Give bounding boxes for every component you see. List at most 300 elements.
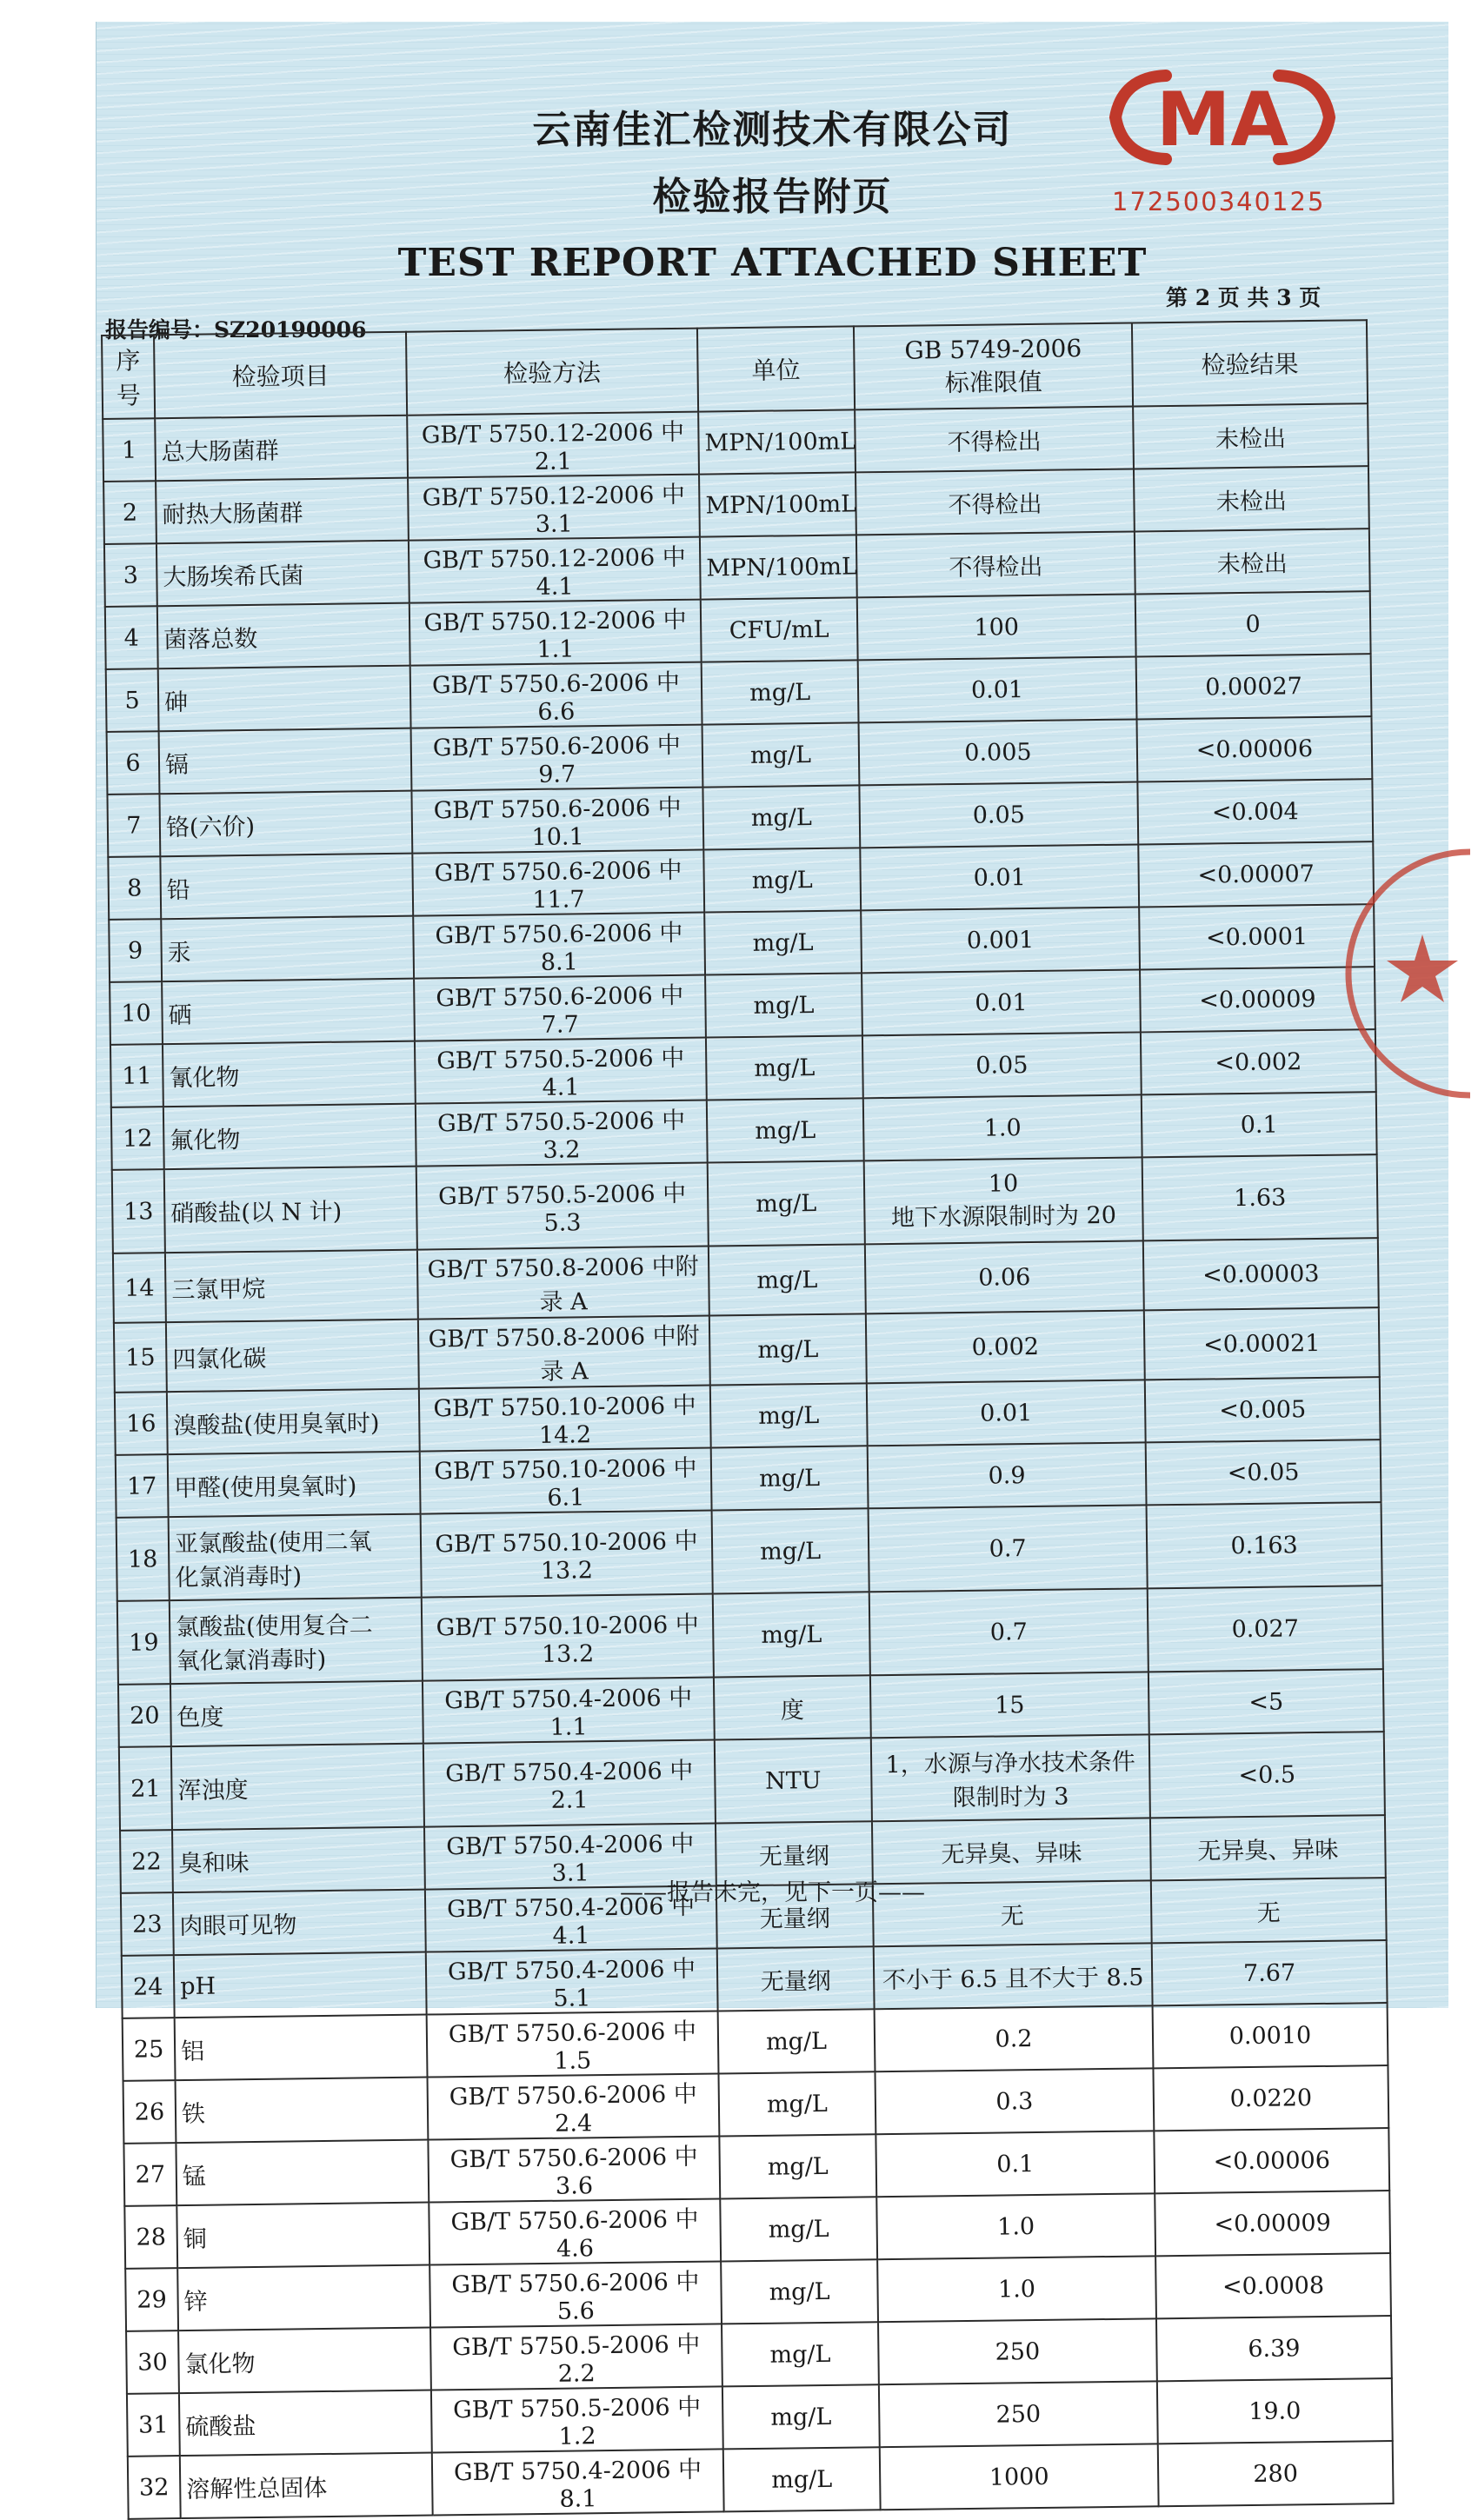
table-row <box>112 1154 1378 1253</box>
row-limit <box>864 1157 1143 1244</box>
row-no <box>125 2268 178 2331</box>
row-method <box>409 537 701 603</box>
row-method <box>431 2386 723 2452</box>
row-no-text: 30 <box>137 2348 168 2377</box>
row-limit-text: 0.7 <box>989 1534 1027 1563</box>
row-result-text: <0.00009 <box>1199 985 1316 1014</box>
row-limit-text: 0.9 <box>988 1461 1026 1490</box>
row-item-text: 三氯甲烷 <box>171 1275 266 1304</box>
row-no <box>117 1517 170 1601</box>
row-limit <box>856 531 1135 597</box>
header-limit-line2: 标准限值 <box>944 367 1042 397</box>
row-result <box>1135 591 1371 656</box>
row-unit <box>720 2197 877 2261</box>
row-unit-text: mg/L <box>769 2340 831 2369</box>
table-row <box>119 1732 1385 1831</box>
row-method <box>423 1678 715 1744</box>
row-item-text: 耐热大肠菌群 <box>162 499 303 529</box>
row-method-text: GB/T 5750.8-2006 中附录 A <box>428 1322 700 1386</box>
row-limit-text: 无异臭、异味 <box>941 1838 1082 1868</box>
row-result-text: 未检出 <box>1216 549 1288 578</box>
row-method-text: GB/T 5750.6-2006 中 9.7 <box>432 731 682 788</box>
row-no-text: 4 <box>123 623 140 652</box>
row-item <box>170 1598 423 1685</box>
row-item <box>176 2140 429 2206</box>
row-result <box>1156 2316 1392 2381</box>
row-result <box>1143 1238 1379 1310</box>
row-no <box>111 1107 164 1170</box>
row-unit-text: mg/L <box>756 1266 818 1294</box>
row-method <box>415 1038 707 1104</box>
row-result-text: <0.00006 <box>1213 2146 1331 2176</box>
row-no-text: 22 <box>131 1847 162 1876</box>
row-item-text: 铅 <box>166 876 191 904</box>
row-no-text: 5 <box>124 686 140 715</box>
row-method-text: GB/T 5750.4-2006 中 4.1 <box>446 1892 696 1950</box>
header-item: 检验项目 <box>154 332 407 419</box>
report-sheet <box>96 22 1448 2513</box>
row-unit <box>722 2384 880 2449</box>
row-method-text: GB/T 5750.4-2006 中 3.1 <box>446 1830 695 1887</box>
row-no <box>115 1392 168 1455</box>
row-unit-text: mg/L <box>751 866 813 894</box>
row-item <box>155 416 408 482</box>
row-unit <box>722 2322 879 2386</box>
row-item <box>156 478 409 544</box>
row-method-text: GB/T 5750.4-2006 中 8.1 <box>453 2456 702 2513</box>
row-unit-text: CFU/mL <box>729 615 829 644</box>
row-item-text: 硒 <box>168 1001 192 1029</box>
row-limit <box>865 1240 1144 1313</box>
row-no <box>128 2456 181 2519</box>
row-item-text: 硫酸盐 <box>185 2412 256 2441</box>
row-unit <box>719 2134 876 2198</box>
row-method-text: GB/T 5750.5-2006 中 2.2 <box>452 2331 701 2388</box>
row-limit <box>856 469 1135 535</box>
row-limit <box>858 656 1137 722</box>
row-item <box>179 2390 432 2457</box>
row-result <box>1157 2378 1393 2444</box>
row-method <box>429 2261 722 2327</box>
row-unit <box>702 660 859 724</box>
row-result <box>1136 716 1372 781</box>
row-method-text: GB/T 5750.10-2006 中 13.2 <box>436 1611 699 1668</box>
row-result-text: 19.0 <box>1248 2397 1302 2425</box>
row-limit-text: 1，水源与净水技术条件 <box>885 1748 1135 1779</box>
row-unit <box>705 973 862 1037</box>
row-result <box>1147 1502 1382 1588</box>
row-no-text: 3 <box>123 561 139 589</box>
row-result <box>1134 466 1369 531</box>
row-no-text: 12 <box>122 1124 153 1153</box>
row-no-text: 6 <box>125 748 141 777</box>
row-limit-text: 250 <box>995 2400 1042 2429</box>
row-unit <box>718 2071 875 2136</box>
row-result <box>1155 2253 1391 2318</box>
row-result-text: <0.00006 <box>1195 735 1314 764</box>
row-result-text: 280 <box>1253 2459 1299 2488</box>
row-method <box>429 2198 721 2264</box>
row-method-text: GB/T 5750.5-2006 中 4.1 <box>436 1044 685 1101</box>
row-unit-text: mg/L <box>750 803 812 832</box>
row-unit-text: mg/L <box>749 741 812 769</box>
row-method-text: GB/T 5750.6-2006 中 6.6 <box>431 668 681 726</box>
row-unit-text: 无量纲 <box>758 1842 830 1871</box>
row-result-text: 无 <box>1256 1899 1281 1927</box>
row-no <box>126 2331 179 2394</box>
header-result: 检验结果 <box>1132 320 1368 406</box>
cma-number: 172500340125 <box>1112 187 1326 216</box>
row-item-text: 铬(六价) <box>165 813 256 841</box>
row-no <box>122 1955 175 2018</box>
row-method <box>413 913 705 979</box>
row-method <box>407 412 699 478</box>
row-result <box>1138 841 1374 907</box>
row-limit <box>876 2193 1155 2259</box>
row-method-text: GB/T 5750.6-2006 中 10.1 <box>433 794 682 851</box>
row-no-text: 8 <box>126 874 143 902</box>
row-no <box>105 606 158 669</box>
row-method <box>420 1448 712 1514</box>
row-unit-text: mg/L <box>758 1464 821 1493</box>
row-limit <box>866 1310 1145 1383</box>
row-unit <box>698 409 856 474</box>
row-no <box>114 1322 167 1393</box>
row-no-text: 16 <box>125 1409 156 1438</box>
row-no-text: 27 <box>135 2160 166 2189</box>
row-item <box>165 1250 418 1323</box>
row-unit-text: mg/L <box>749 678 811 707</box>
row-no <box>109 919 162 982</box>
row-method-text: GB/T 5750.12-2006 中 3.1 <box>422 481 686 538</box>
row-item-text: 氯化物 <box>184 2350 256 2378</box>
row-method <box>410 662 702 728</box>
row-item <box>163 1041 416 1107</box>
row-no <box>107 794 160 857</box>
row-limit-text: 1.0 <box>997 2275 1036 2304</box>
row-no <box>116 1454 169 1518</box>
row-unit-text: mg/L <box>770 2403 832 2431</box>
page-indicator: 第 2 页 共 3 页 <box>1166 285 1322 310</box>
row-item-text: 氧化氯消毒时) <box>176 1646 327 1676</box>
row-limit-text: 1.0 <box>983 1114 1022 1142</box>
row-item-text: 镉 <box>164 751 190 779</box>
row-result-text: 0.027 <box>1231 1614 1300 1643</box>
row-no-text: 25 <box>133 2035 164 2064</box>
table-header-row <box>102 320 1368 419</box>
row-limit <box>855 407 1134 473</box>
row-method <box>411 725 703 791</box>
row-result <box>1155 2191 1390 2256</box>
row-unit-text: mg/L <box>755 1116 816 1145</box>
row-item <box>156 541 409 607</box>
table-row <box>117 1586 1383 1685</box>
row-result <box>1150 1815 1386 1880</box>
row-limit <box>859 781 1138 848</box>
row-item <box>176 2203 429 2269</box>
row-item <box>167 1389 420 1455</box>
row-method <box>418 1316 710 1389</box>
row-method <box>426 1948 718 2014</box>
row-result-text: <0.00021 <box>1202 1329 1321 1359</box>
row-no-text: 17 <box>126 1472 157 1500</box>
row-no <box>104 543 157 607</box>
row-item-text: 总大肠菌群 <box>161 437 279 466</box>
row-method-text: GB/T 5750.4-2006 中 1.1 <box>444 1684 693 1741</box>
row-unit <box>714 1675 871 1739</box>
row-method <box>421 1511 713 1598</box>
row-limit <box>862 1032 1142 1098</box>
row-item-text: 锌 <box>183 2288 208 2316</box>
row-result <box>1137 779 1373 844</box>
row-unit-text: mg/L <box>758 1401 820 1430</box>
row-result <box>1153 2065 1388 2131</box>
row-item <box>170 1681 423 1747</box>
row-unit <box>702 785 860 849</box>
row-item-text: 溶解性总固体 <box>186 2474 328 2503</box>
row-item-text: 溴酸盐(使用臭氧时) <box>173 1409 380 1440</box>
row-limit-text: 不得检出 <box>948 490 1042 519</box>
row-result-text: 未检出 <box>1215 424 1287 453</box>
row-unit-text: mg/L <box>771 2465 833 2494</box>
row-method-text: GB/T 5750.6-2006 中 5.6 <box>451 2268 700 2325</box>
row-limit-text: 不得检出 <box>949 553 1043 582</box>
results-table <box>101 319 1395 2520</box>
row-no-text: 28 <box>136 2223 167 2251</box>
row-unit-text: mg/L <box>767 2152 829 2181</box>
row-method-text: GB/T 5750.10-2006 中 6.1 <box>434 1454 697 1512</box>
row-item-text: 大肠埃希氏菌 <box>163 562 304 591</box>
row-method-text: GB/T 5750.8-2006 中附录 A <box>427 1253 699 1316</box>
row-unit-text: 无量纲 <box>760 1967 831 1996</box>
row-unit <box>710 1383 868 1447</box>
row-result <box>1148 1586 1383 1672</box>
row-unit-text: mg/L <box>754 1054 816 1082</box>
row-method-text: GB/T 5750.6-2006 中 3.6 <box>449 2143 698 2200</box>
row-no <box>124 2205 177 2269</box>
row-result-text: 未检出 <box>1215 487 1288 515</box>
row-method-text: GB/T 5750.6-2006 中 4.6 <box>450 2205 699 2263</box>
row-unit-text: NTU <box>764 1766 822 1795</box>
row-unit-text: mg/L <box>756 1189 817 1218</box>
row-limit <box>861 907 1140 973</box>
row-result-text: <0.5 <box>1238 1760 1296 1789</box>
row-method <box>408 475 700 541</box>
row-no-text: 21 <box>130 1774 161 1803</box>
row-unit <box>717 1946 875 2011</box>
row-result-text: 7.67 <box>1242 1958 1296 1987</box>
row-limit-text: 0.2 <box>995 2025 1033 2053</box>
row-item-text: 浑浊度 <box>177 1776 249 1805</box>
row-unit <box>711 1446 869 1510</box>
row-method-text: GB/T 5750.6-2006 中 2.4 <box>449 2080 697 2138</box>
row-result <box>1136 654 1372 719</box>
row-unit-text: 度 <box>780 1696 805 1725</box>
row-no-text: 7 <box>126 811 142 840</box>
row-limit-text: 0.05 <box>975 1051 1029 1080</box>
row-limit-text: 1000 <box>989 2463 1049 2491</box>
row-result-text: 0.0010 <box>1228 2021 1312 2050</box>
row-unit-text: MPN/100mL <box>704 427 856 457</box>
row-unit <box>706 1035 863 1100</box>
row-item <box>175 2015 428 2081</box>
row-limit <box>869 1588 1148 1675</box>
row-no-text: 2 <box>122 499 138 527</box>
row-limit-text: 0.01 <box>970 675 1024 704</box>
row-limit-text: 0.005 <box>964 738 1032 767</box>
row-item-text: 氯酸盐(使用复合二 <box>175 1612 373 1642</box>
row-method-text: GB/T 5750.12-2006 中 1.1 <box>423 606 687 663</box>
row-result <box>1146 1440 1381 1505</box>
cma-text: MA <box>1155 76 1289 163</box>
row-limit <box>875 2131 1155 2197</box>
row-item <box>166 1320 419 1393</box>
header-unit: 单位 <box>697 326 855 411</box>
row-limit-text: 不小于 6.5 且不大于 8.5 <box>882 1963 1144 1994</box>
row-item-text: 铝 <box>180 2038 205 2065</box>
row-no-text: 23 <box>131 1910 163 1938</box>
row-item <box>160 854 413 920</box>
row-limit-text: 250 <box>995 2337 1041 2366</box>
row-unit-text: mg/L <box>768 2215 829 2244</box>
row-limit <box>874 1943 1153 2009</box>
row-result-text: 无异臭、异味 <box>1197 1836 1339 1865</box>
row-unit-text: MPN/100mL <box>705 489 857 520</box>
row-item <box>158 666 411 732</box>
row-unit-text: 无量纲 <box>759 1905 831 1933</box>
row-result-text: 0.0220 <box>1229 2084 1313 2112</box>
row-limit <box>859 719 1138 785</box>
row-unit <box>708 1160 865 1246</box>
row-no-text: 10 <box>121 999 151 1027</box>
row-item-text: 氰化物 <box>169 1063 240 1092</box>
row-limit <box>862 969 1141 1035</box>
header-no: 序号 <box>102 335 155 419</box>
row-method-text: GB/T 5750.6-2006 中 1.5 <box>448 2018 697 2075</box>
row-result-text: <0.005 <box>1219 1395 1307 1424</box>
row-limit-text: 1.0 <box>996 2212 1035 2241</box>
row-result-text: <0.004 <box>1211 797 1299 826</box>
row-method <box>430 2324 722 2390</box>
row-limit <box>875 2005 1154 2071</box>
row-item <box>161 916 414 982</box>
row-result <box>1153 2003 1388 2068</box>
row-limit <box>870 1672 1149 1738</box>
row-item <box>162 979 415 1045</box>
row-no <box>110 981 163 1045</box>
row-method <box>423 1739 716 1826</box>
row-limit-text: 10 <box>988 1170 1019 1198</box>
row-limit <box>863 1094 1142 1160</box>
row-unit-text: mg/L <box>753 991 815 1020</box>
row-method <box>416 1100 708 1167</box>
row-limit-text: 不得检出 <box>947 428 1042 456</box>
company-title: 云南佳汇检测技术有限公司 <box>532 108 1013 152</box>
row-no <box>127 2393 180 2457</box>
row-unit <box>707 1098 864 1162</box>
row-result <box>1149 1732 1385 1818</box>
row-limit-text: 限制时为 3 <box>952 1783 1069 1812</box>
row-result <box>1152 1940 1388 2005</box>
row-item-text: 四氯化碳 <box>172 1345 267 1373</box>
row-result-text: <0.002 <box>1215 1047 1302 1076</box>
row-unit <box>702 722 860 787</box>
row-unit <box>709 1244 866 1315</box>
row-result <box>1135 529 1370 594</box>
row-unit <box>700 535 857 599</box>
row-method <box>414 975 706 1041</box>
row-limit <box>880 2444 1159 2510</box>
row-limit-text: 0.05 <box>972 801 1026 829</box>
row-result <box>1133 403 1368 469</box>
row-item <box>169 1514 422 1601</box>
row-unit-text: mg/L <box>765 2027 828 2056</box>
row-item <box>159 791 412 857</box>
row-no <box>123 2080 176 2144</box>
row-item <box>163 1104 416 1170</box>
row-item-text: 氟化物 <box>170 1126 241 1154</box>
row-limit-text: 0.06 <box>978 1263 1031 1292</box>
row-item <box>178 2328 431 2394</box>
row-method-text: GB/T 5750.12-2006 中 2.1 <box>421 418 685 475</box>
row-result-text: <0.00009 <box>1214 2209 1331 2238</box>
row-limit <box>879 2381 1158 2447</box>
row-method <box>411 788 703 854</box>
row-limit-text: 地下水源限制时为 20 <box>890 1201 1117 1232</box>
row-no-text: 11 <box>122 1061 152 1090</box>
row-method-text: GB/T 5750.6-2006 中 8.1 <box>435 919 683 976</box>
row-result-text: 1.63 <box>1233 1183 1287 1212</box>
row-limit-text: 无 <box>1000 1902 1024 1930</box>
inspection-seal <box>1340 834 1470 1113</box>
row-result-text: 0.1 <box>1240 1111 1278 1139</box>
row-limit <box>877 2256 1156 2322</box>
row-no-text: 32 <box>138 2473 170 2502</box>
row-unit-text: mg/L <box>769 2277 830 2306</box>
row-method <box>412 850 704 916</box>
row-no <box>117 1600 170 1685</box>
row-item-text: 肉眼可见物 <box>179 1911 297 1940</box>
row-no <box>113 1253 166 1323</box>
row-result-text: <0.0001 <box>1205 922 1308 952</box>
row-unit <box>701 597 858 662</box>
row-result <box>1148 1669 1384 1734</box>
row-item <box>177 2265 430 2331</box>
row-unit-text: mg/L <box>760 1537 822 1566</box>
row-limit <box>878 2318 1157 2384</box>
row-method-text: GB/T 5750.5-2006 中 1.2 <box>453 2393 702 2450</box>
row-unit <box>703 848 861 912</box>
row-no <box>107 731 160 795</box>
row-no-text: 19 <box>129 1628 159 1657</box>
row-no-text: 1 <box>121 436 137 464</box>
row-method <box>427 2011 719 2077</box>
row-result-text: <0.0008 <box>1222 2271 1325 2300</box>
row-no-text: 18 <box>127 1545 158 1573</box>
row-unit-text: mg/L <box>761 1620 822 1649</box>
row-result-text: <0.00003 <box>1202 1260 1320 1289</box>
row-limit-text: 0.1 <box>996 2150 1035 2178</box>
row-item <box>159 728 412 795</box>
row-item <box>157 603 410 669</box>
row-limit <box>868 1442 1147 1508</box>
row-unit-text: mg/L <box>757 1335 819 1364</box>
row-item-text: 亚氯酸盐(使用二氧 <box>174 1528 372 1559</box>
row-unit <box>699 472 856 536</box>
row-limit-text: 0.3 <box>995 2087 1034 2116</box>
row-method <box>409 600 702 666</box>
row-unit-text: mg/L <box>766 2090 829 2118</box>
